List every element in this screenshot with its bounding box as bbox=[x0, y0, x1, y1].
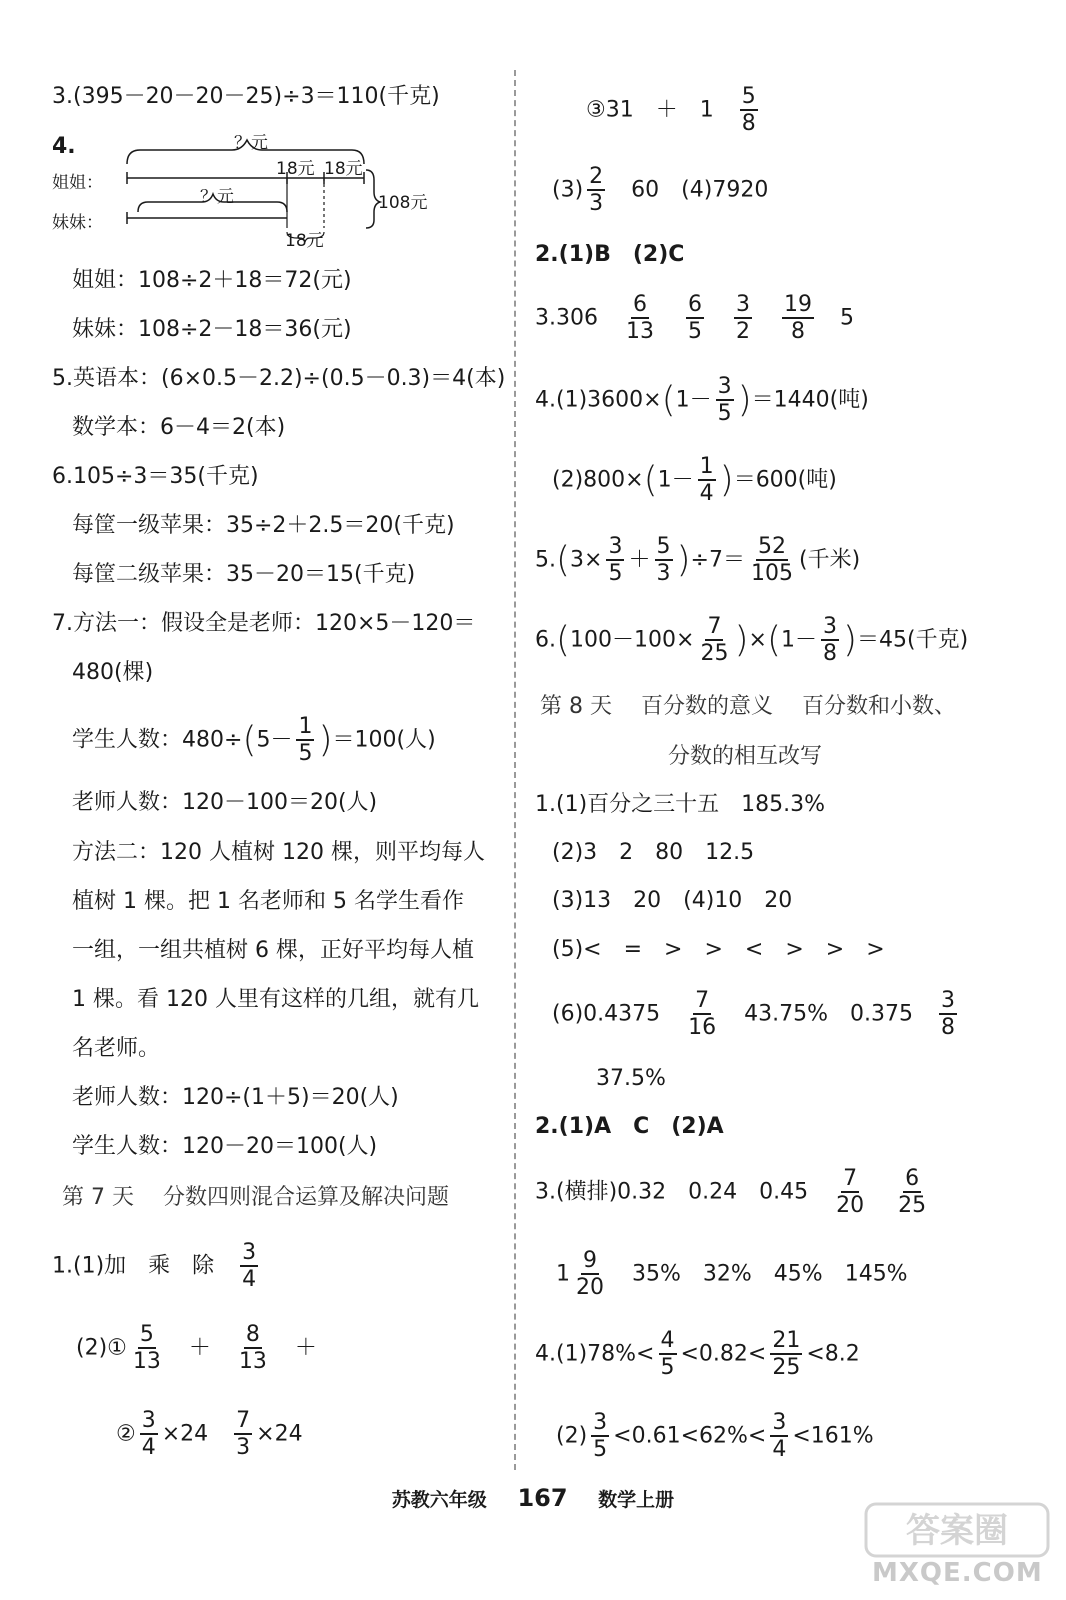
fraction: $\frac{3}{4}$ bbox=[242, 1240, 257, 1293]
r7-line: 5.(3× $\frac{3}{5}$ ＋ $\frac{5}{3}$ )÷7＝ $\frac{52}{105}$ (千米) bbox=[535, 534, 861, 587]
q7-students-line-2: 学生人数：120－20＝100(人) bbox=[72, 1134, 378, 1159]
diagram-18-c: 18元 bbox=[285, 231, 324, 251]
footer-subject: 数学上册 bbox=[598, 1489, 675, 1511]
fraction: $\frac{5}{3}$ bbox=[656, 534, 671, 587]
fraction: $\frac{3}{2}$ bbox=[735, 292, 750, 345]
fraction: $\frac{3}{5}$ bbox=[608, 534, 623, 587]
r11-line: (3)13 20 (4)10 20 bbox=[552, 888, 793, 913]
r14-line: 37.5% bbox=[596, 1066, 666, 1091]
diagram-question-top: ？元 bbox=[234, 133, 268, 153]
footer-grade: 苏教六年级 bbox=[391, 1489, 487, 1511]
q7-method1-line: 7.方法一：假设全是老师：120×5－120＝ bbox=[52, 611, 476, 636]
q4-brother-line: 妹妹：108÷2－18＝36(元) bbox=[72, 317, 352, 342]
fraction: $\frac{1}{4}$ bbox=[699, 454, 714, 507]
r5-line: 4.(1)3600×(1－ $\frac{3}{5}$ )＝1440(吨) bbox=[535, 374, 869, 427]
fraction: $\frac{3}{4}$ bbox=[141, 1408, 156, 1461]
diagram-18-b: 18元 bbox=[324, 159, 363, 179]
d7-q1-line: 1.(1)加 乘 除 $\frac{3}{4}$ bbox=[52, 1240, 257, 1293]
day8-heading-2: 分数的相互改写 bbox=[668, 744, 823, 769]
fraction: $\frac{3}{4}$ bbox=[772, 1410, 787, 1463]
d7-q2b-line: ② $\frac{3}{4}$ ×24 $\frac{7}{3}$ ×24 bbox=[116, 1408, 303, 1461]
fraction: $\frac{7}{3}$ bbox=[236, 1408, 251, 1461]
q4-sister-line: 姐姐：108÷2＋18＝72(元) bbox=[72, 268, 352, 293]
fraction: $\frac{6}{25}$ bbox=[898, 1166, 927, 1219]
q7-method2-line-4: 1 棵。看 120 人里有这样的几组，就有几 bbox=[72, 987, 479, 1012]
day8-heading: 第 8 天 百分数的意义 百分数和小数、 bbox=[540, 694, 956, 719]
diagram-18-a: 18元 bbox=[276, 159, 315, 179]
fraction: $\frac{52}{105}$ bbox=[750, 534, 793, 587]
q7-method2-line-5: 名老师。 bbox=[72, 1036, 161, 1061]
r13-line: (6)0.4375 $\frac{7}{16}$ 43.75% 0.375 $\frac{3}{8}$ bbox=[552, 988, 956, 1041]
r3-line: 2.(1)B (2)C bbox=[535, 242, 685, 267]
r10-line: (2)3 2 80 12.5 bbox=[552, 840, 755, 865]
r4-line: 3.306 $\frac{6}{13}$ $\frac{6}{5}$ $\frac{3}{2}$ $\frac{19}{8}$ 5 bbox=[535, 292, 854, 345]
r19-line: (2) $\frac{3}{5}$ <0.61<62%< $\frac{3}{4}$ <161% bbox=[556, 1410, 874, 1463]
q7-grade2-line: 每筐二级苹果：35－20＝15(千克) bbox=[72, 562, 416, 587]
fraction: $\frac{7}{16}$ bbox=[688, 988, 717, 1041]
fraction: $\frac{6}{5}$ bbox=[687, 292, 702, 345]
q7-students-line: 学生人数：480÷(5－ $\frac{1}{5}$ )＝100(人) bbox=[72, 714, 436, 767]
watermark-text: MXQE.COM bbox=[872, 1558, 1043, 1588]
diagram-total: 108元 bbox=[378, 193, 428, 213]
fraction: $\frac{5}{13}$ bbox=[132, 1322, 161, 1375]
q6-grade1-line: 每筐一级苹果：35÷2＋2.5＝20(千克) bbox=[72, 513, 455, 538]
r18-line: 4.(1)78%< $\frac{4}{5}$ <0.82< $\frac{21}{25}$ <8.2 bbox=[535, 1328, 860, 1381]
column-divider bbox=[514, 70, 516, 1470]
fraction: $\frac{3}{5}$ bbox=[717, 374, 732, 427]
fraction: $\frac{9}{20}$ bbox=[576, 1248, 604, 1301]
line-segment-diagram bbox=[52, 128, 452, 251]
r12-line: (5)< = > > < > > > bbox=[552, 937, 885, 962]
q7-trees-line: 480(棵) bbox=[72, 660, 154, 685]
fraction: $\frac{2}{3}$ bbox=[589, 164, 604, 217]
q4-label: 4. bbox=[52, 134, 76, 159]
fraction: $\frac{4}{5}$ bbox=[660, 1328, 675, 1381]
fraction: $\frac{7}{20}$ bbox=[836, 1166, 865, 1219]
q5-english-line: 5.英语本：(6×0.5－2.2)÷(0.5－0.3)＝4(本) bbox=[52, 366, 506, 391]
r2-line: (3) $\frac{2}{3}$ 60 (4)7920 bbox=[552, 164, 769, 217]
fraction: $\frac{3}{8}$ bbox=[941, 988, 956, 1041]
q5-math-line: 数学本：6－4＝2(本) bbox=[72, 415, 286, 440]
fraction: $\frac{8}{13}$ bbox=[238, 1322, 267, 1375]
day7-heading: 第 7 天 分数四则混合运算及解决问题 bbox=[62, 1185, 449, 1210]
q3-line: 3.(395－20－20－25)÷3＝110(千克) bbox=[52, 84, 440, 109]
fraction: $\frac{3}{5}$ bbox=[593, 1410, 608, 1463]
r16-line: 3.(横排)0.32 0.24 0.45 $\frac{7}{20}$ $\frac{6}{25}$ bbox=[535, 1166, 927, 1219]
r15-line: 2.(1)A C (2)A bbox=[535, 1114, 724, 1139]
q7-teachers-line: 老师人数：120－100＝20(人) bbox=[72, 790, 378, 815]
watermark-logo-text: 答案圈 bbox=[906, 1511, 1008, 1551]
page-number: 167 bbox=[517, 1484, 568, 1512]
q7-teachers-line-2: 老师人数：120÷(1＋5)＝20(人) bbox=[72, 1085, 399, 1110]
q7-method2-line-2: 植树 1 棵。把 1 名老师和 5 名学生看作 bbox=[72, 889, 464, 914]
fraction: $\frac{19}{8}$ bbox=[783, 292, 812, 345]
fraction: $\frac{6}{13}$ bbox=[625, 292, 654, 345]
q6-line: 6.105÷3＝35(千克) bbox=[52, 464, 259, 489]
fraction: $\frac{21}{25}$ bbox=[772, 1328, 801, 1381]
diagram-question-mid: ？元 bbox=[200, 187, 234, 207]
q7-method2-line-3: 一组，一组共植树 6 棵，正好平均每人植 bbox=[72, 938, 474, 963]
diagram-brother-label: 妹妹： bbox=[52, 213, 103, 233]
r1-line: ③31 ＋ 1 $\frac{5}{8}$ bbox=[586, 84, 756, 137]
fraction: $\frac{3}{8}$ bbox=[823, 614, 837, 667]
q7-method2-line: 方法二：120 人植树 120 棵，则平均每人 bbox=[72, 840, 485, 865]
d7-q2-line: (2)① $\frac{5}{13}$ ＋ $\frac{8}{13}$ ＋ bbox=[76, 1322, 317, 1375]
r6-line: (2)800×(1－ $\frac{1}{4}$ )＝600(吨) bbox=[552, 454, 837, 507]
diagram-sister-label: 姐姐： bbox=[52, 173, 103, 193]
fraction: $\frac{7}{25}$ bbox=[700, 614, 729, 667]
r9-line: 1.(1)百分之三十五 185.3% bbox=[535, 792, 826, 817]
r17-line: 1 $\frac{9}{20}$ 35% 32% 45% 145% bbox=[556, 1248, 908, 1301]
fraction: $\frac{1}{5}$ bbox=[298, 714, 313, 767]
r8-line: 6.(100－100× $\frac{7}{25}$ )×(1－ $\frac{3}{8}$ )＝45(千克) bbox=[535, 614, 969, 667]
fraction: $\frac{5}{8}$ bbox=[741, 84, 756, 137]
